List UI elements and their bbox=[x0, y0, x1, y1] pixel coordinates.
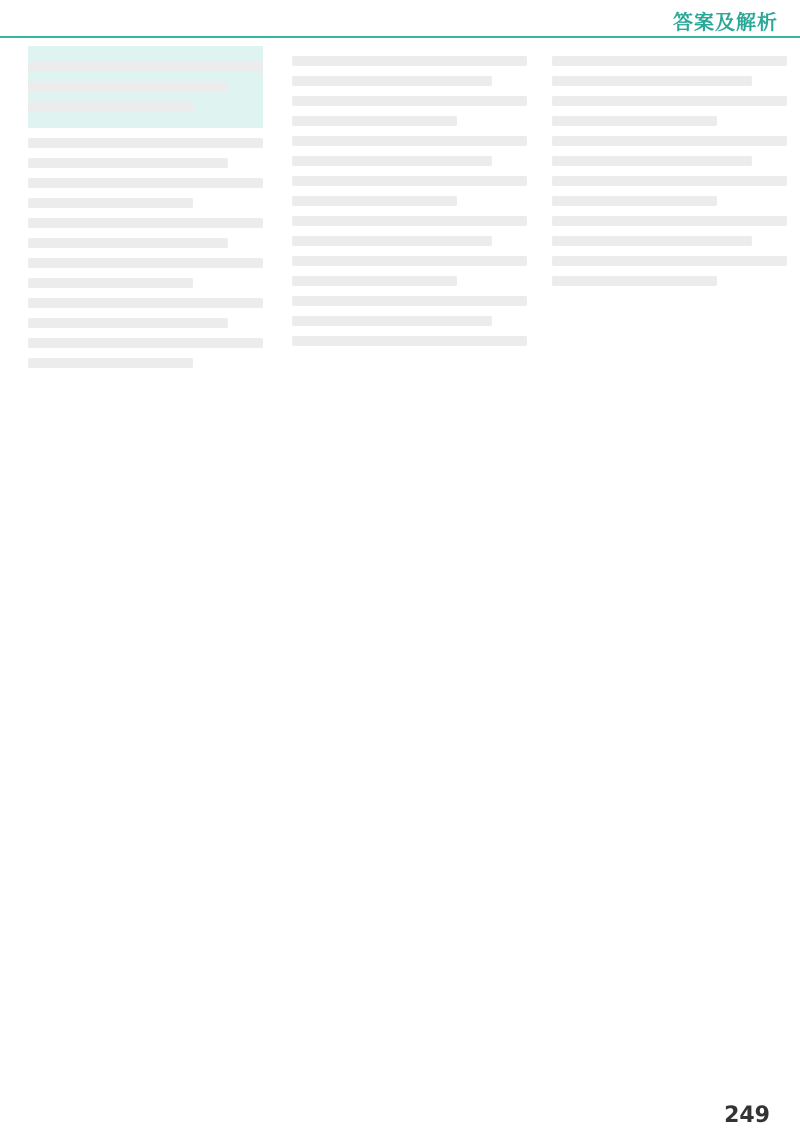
column-2-placeholder bbox=[292, 46, 527, 1100]
page-number: 249 bbox=[724, 1103, 770, 1128]
column-1-placeholder bbox=[28, 46, 263, 1100]
highlighted-block-placeholder bbox=[28, 46, 263, 128]
column-3-placeholder bbox=[552, 46, 787, 1100]
page-header bbox=[0, 0, 800, 38]
header-title: 答案及解析 bbox=[673, 10, 778, 34]
